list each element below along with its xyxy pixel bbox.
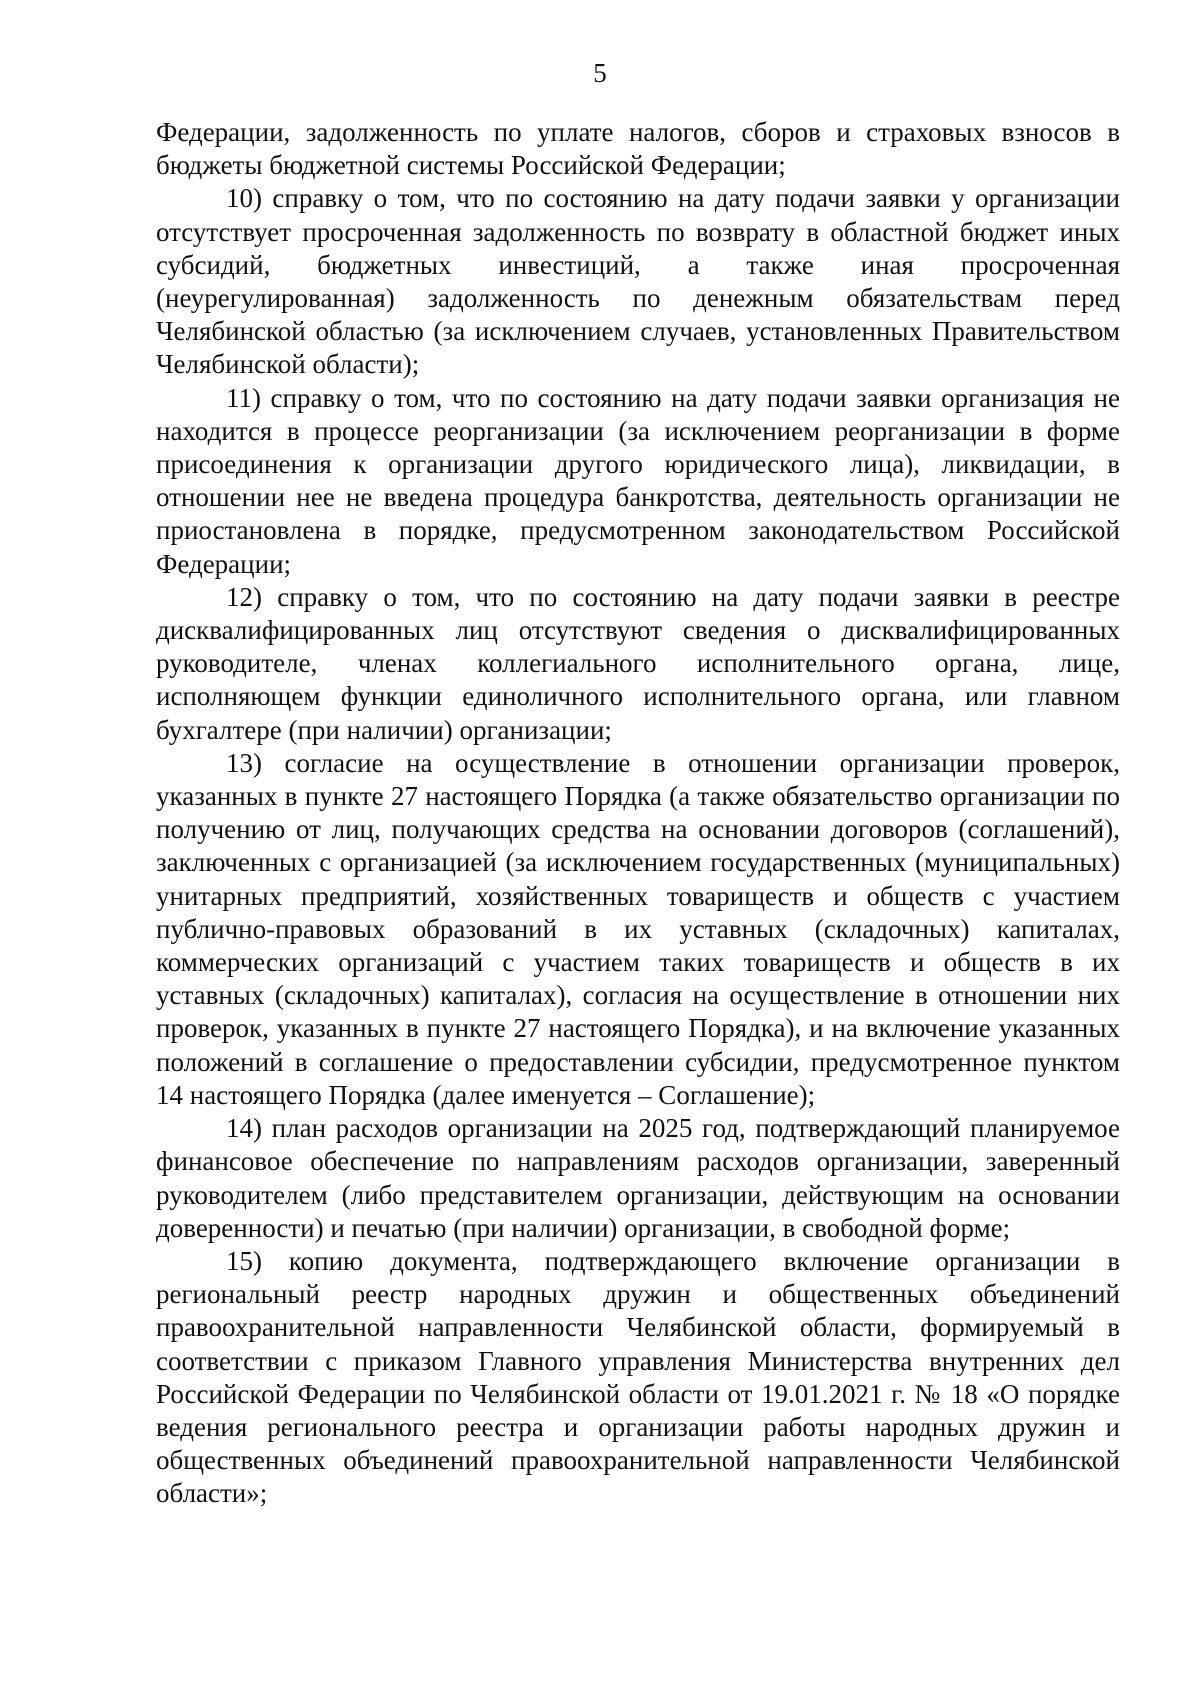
paragraph-item-11: 11) справку о том, что по состоянию на дату подачи заявки организация не находится в процессе реорганизации (за исключением реорганизации в форме присоединения к организации другого юридического лица), ликвидации, в отношении нее не введена процедура банкротства, деятельность организации не приостановлена в порядке, предусмотренном законодательством Российской Федерации; — [156, 382, 1120, 579]
paragraph-item-10: 10) справку о том, что по состоянию на дату подачи заявки у организации отсутствует просроченная задолженность по возврату в областной бюджет иных субсидий, бюджетных инвестиций, а также иная просроченная (неурегулированная) задолженность по денежным обязательствам перед Челябинской областью (за исключением случаев, установленных Правительством Челябинской области); — [156, 183, 1120, 380]
page-number: 5 — [593, 58, 607, 88]
document-body — [156, 116, 1120, 1511]
paragraph-item-12: 12) справку о том, что по состоянию на дату подачи заявки в реестре дисквалифицированных лиц отсутствуют сведения о дисквалифицированных руководителе, членах коллегиального исполнительного органа, лице, исполняющем функции единоличного исполнительного органа, или главном бухгалтере (при наличии) организации; — [156, 581, 1120, 745]
paragraph-continuation: Федерации, задолженность по уплате налогов, сборов и страховых взносов в бюджеты бюджетной системы Российской Федерации; — [156, 117, 1120, 181]
paragraph-item-15: 15) копию документа, подтверждающего включение организации в региональный реестр народных дружин и общественных объединений правоохранительной направленности Челябинской области, формируемый в соответствии с приказом Главного управления Министерства внутренних дел Российской Федерации по Челябинской области от 19.01.2021 г. № 18 «О порядке ведения регионального реестра и организации работы народных дружин и общественных объединений правоохранительной направленности Челябинской области»; — [156, 1245, 1120, 1509]
paragraph-item-14: 14) план расходов организации на 2025 год, подтверждающий планируемое финансовое обеспечение по направлениям расходов организации, заверенный руководителем (либо представителем организации, действующим на основании доверенности) и печатью (при наличии) организации, в свободной форме; — [156, 1113, 1120, 1243]
paragraph-item-13: 13) согласие на осуществление в отношении организации проверок, указанных в пункте 27 настоящего Порядка (а также обязательство организации по получению от лиц, получающих средства на основании договоров (соглашений), заключенных с организацией (за исключением государственных (муниципальных) унитарных предприятий, хозяйственных товариществ и обществ с участием публично-правовых образований в их уставных (складочных) капиталах, коммерческих организаций с участием таких товариществ и обществ в их уставных (складочных) капиталах), согласия на осуществление в отношении них проверок, указанных в пункте 27 настоящего Порядка), и на включение указанных положений в соглашение о предоставлении субсидии, предусмотренное пунктом 14 настоящего Порядка (далее именуется – Соглашение); — [156, 747, 1120, 1110]
